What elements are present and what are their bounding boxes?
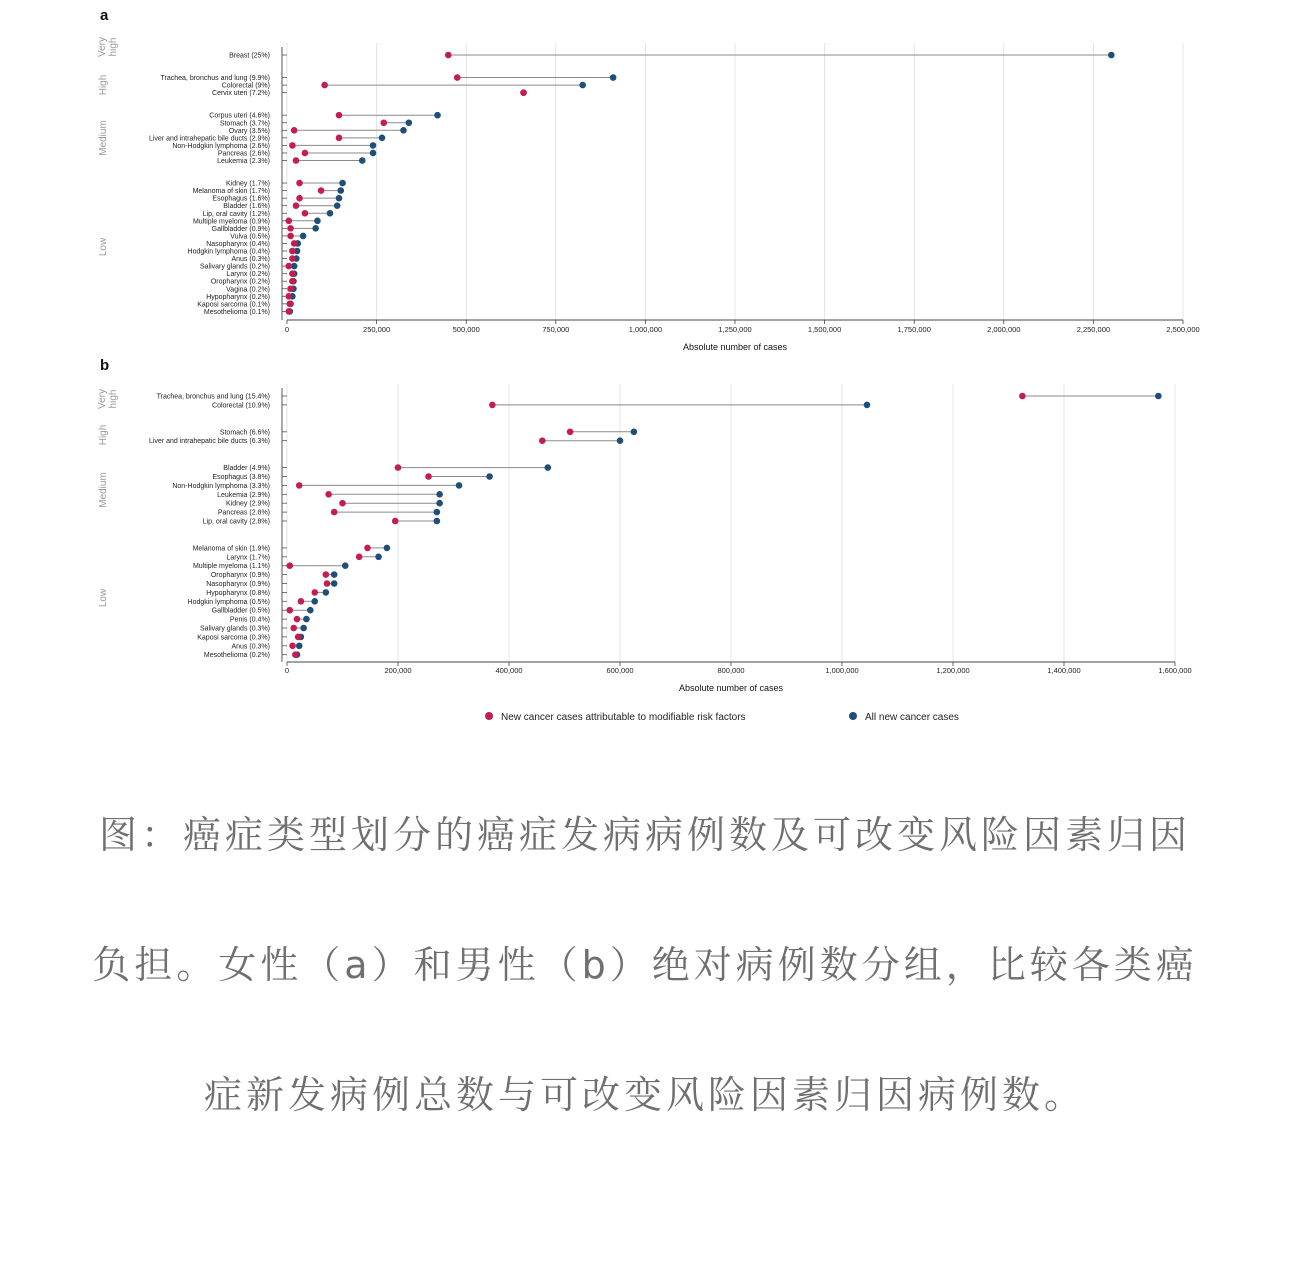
category-label: Melanoma of skin (1.7%) [192,188,270,196]
category-label: Oropharynx (0.9%) [210,572,270,580]
point-attributable [321,82,328,89]
x-tick-label: 0 [284,325,290,334]
category-label: Non-Hodgkin lymphoma (3.3%) [172,482,270,490]
group-label: Veryhigh [97,388,119,410]
figure-caption: 图：癌症类型划分的癌症发病病例数及可改变风险因素归因负担。女性（a）和男性（b）绝对病例数分组，比较各类癌症新发病例总数与可改变风险因素归因病例数。 [92,813,1198,1117]
x-tick-label: 2,500,000 [1166,325,1200,334]
point-all-cases [314,218,321,225]
point-attributable [324,580,331,587]
category-label: Lip, oral cavity (2.8%) [202,518,270,526]
point-attributable [291,127,298,134]
panel-letter-b: b [100,357,110,374]
point-attributable [289,248,296,255]
point-all-cases [406,119,413,126]
category-label: Nasopharynx (0.4%) [206,240,270,248]
point-attributable [489,402,496,409]
point-all-cases [1108,52,1115,59]
point-attributable [289,142,296,149]
point-attributable [285,293,292,300]
point-all-cases [379,135,386,142]
point-attributable [323,571,330,578]
point-attributable [454,74,461,81]
point-attributable [296,195,303,202]
category-label: Hodgkin lymphoma (0.4%) [187,248,270,256]
category-label: Non-Hodgkin lymphoma (2.6%) [172,142,270,150]
category-label: Pancreas (2.6%) [217,150,270,158]
point-attributable [287,285,294,292]
group-label: Low [98,237,109,257]
category-label: Anus (0.3%) [231,643,270,651]
category-label: Leukemia (2.3%) [217,158,270,165]
point-all-cases [864,402,871,409]
point-all-cases [300,233,307,240]
point-attributable [286,562,293,569]
category-label: Kidney (1.7%) [226,180,270,188]
category-label: Gallbladder (0.9%) [211,225,270,233]
category-label: Multiple myeloma (1.1%) [192,563,270,571]
x-tick-label: 1,600,000 [1158,666,1192,675]
x-tick-label: 2,000,000 [987,325,1021,334]
category-label: Liver and intrahepatic bile ducts (6.3%) [148,438,270,446]
category-label: Salivary glands (0.2%) [199,263,270,271]
category-label: Pancreas (2.8%) [217,509,270,517]
point-attributable [302,210,309,217]
point-attributable [287,301,294,308]
category-label: Lip, oral cavity (1.2%) [202,210,270,218]
point-attributable [336,135,343,142]
x-tick-label: 1,750,000 [897,325,931,334]
x-tick-label: 1,400,000 [1047,666,1081,675]
group-label: Veryhigh [97,36,119,58]
category-label: Vulva (0.5%) [230,233,270,241]
category-label: Hypopharynx (0.2%) [206,293,270,301]
point-attributable [296,180,303,187]
category-label: Cervix uteri (7.2%) [212,90,270,98]
point-all-cases [331,571,338,578]
point-attributable [290,625,297,632]
point-attributable [289,278,296,285]
point-all-cases [307,607,314,614]
point-attributable [287,233,294,240]
legend-marker-all [849,712,857,720]
point-all-cases [384,545,391,552]
point-all-cases [617,437,624,444]
category-label: Hodgkin lymphoma (0.5%) [187,598,270,606]
group-label: Medium [98,120,109,156]
category-label: Bladder (4.9%) [223,465,270,473]
point-attributable [331,509,338,516]
category-label: Penis (0.4%) [229,616,270,624]
group-label: High [98,74,109,96]
point-all-cases [303,616,310,623]
point-attributable [539,437,546,444]
category-label: Hypopharynx (0.8%) [206,589,270,597]
point-attributable [445,52,452,59]
category-label: Melanoma of skin (1.9%) [192,545,270,553]
point-all-cases [486,473,493,480]
category-label: Trachea, bronchus and lung (15.4%) [156,393,270,401]
x-tick-label: 1,500,000 [807,325,842,334]
point-all-cases [1155,393,1162,400]
category-label: Esophagus (3.8%) [212,474,270,481]
category-label: Multiple myeloma (0.9%) [192,218,270,226]
x-tick-label: 600,000 [606,666,634,675]
point-all-cases [436,500,443,507]
point-attributable [289,255,296,262]
category-label: Leukemia (2.9%) [217,491,270,499]
x-tick-label: 500,000 [452,325,480,334]
point-all-cases [359,157,366,164]
category-label: Kaposi sarcoma (0.1%) [197,301,270,309]
point-attributable [318,187,325,194]
group-label: Medium [98,472,109,508]
category-label: Corpus uteri (4.6%) [209,112,270,120]
point-attributable [289,270,296,277]
point-all-cases [545,464,552,471]
category-label: Vagina (0.2%) [226,286,270,294]
point-all-cases [311,598,318,605]
category-label: Stomach (6.6%) [219,429,270,437]
x-tick-label: 1,000,000 [825,666,859,675]
panel-letter-a: a [100,7,109,24]
point-all-cases [436,491,443,498]
point-attributable [356,554,363,561]
x-tick-label: 200,000 [384,666,412,675]
x-tick-label: 800,000 [717,666,745,675]
x-tick-label: 1,000,000 [628,325,663,334]
category-label: Nasopharynx (0.9%) [206,581,270,588]
legend-label-all: All new cancer cases [865,712,959,723]
group-label: High [98,424,109,446]
legend-marker-attributable [485,712,493,720]
point-all-cases [370,150,377,157]
point-all-cases [337,187,344,194]
x-tick-label: 2,250,000 [1076,325,1111,334]
point-attributable [380,119,387,126]
point-attributable [567,429,574,436]
point-attributable [325,491,332,498]
point-all-cases [312,225,319,232]
x-tick-label: 1,250,000 [718,325,752,334]
category-label: Mesothelioma (0.1%) [203,308,270,316]
point-attributable [520,89,527,96]
point-all-cases [336,195,343,202]
category-label: Bladder (1.6%) [223,203,270,211]
point-all-cases [400,127,407,134]
category-label: Larynx (0.2%) [226,271,270,279]
point-attributable [364,545,371,552]
x-axis-label: Absolute number of cases [678,683,784,693]
legend-label-attributable: New cancer cases attributable to modifiable risk factors [501,712,746,723]
point-all-cases [296,643,303,650]
category-label: Stomach (3.7%) [219,120,270,128]
point-all-cases [339,180,346,187]
point-attributable [392,518,399,525]
point-all-cases [300,625,307,632]
x-tick-label: 250,000 [363,325,391,334]
point-attributable [339,500,346,507]
point-attributable [285,308,292,315]
point-attributable [289,643,296,650]
point-attributable [302,150,309,157]
category-label: Oropharynx (0.2%) [210,278,270,286]
point-all-cases [434,509,441,516]
point-attributable [1019,393,1026,400]
point-attributable [285,263,292,270]
category-label: Colorectal (9%) [221,82,270,90]
category-label: Colorectal (10.9%) [212,402,270,410]
category-label: Ovary (3.5%) [228,127,270,135]
point-attributable [336,112,343,119]
category-label: Breast (25%) [229,52,270,60]
point-all-cases [631,429,638,436]
x-tick-label: 1,200,000 [936,666,970,675]
point-all-cases [434,518,441,525]
category-label: Kidney (2.9%) [226,500,270,508]
point-all-cases [323,589,330,596]
category-label: Larynx (1.7%) [226,554,270,562]
point-attributable [298,598,305,605]
point-attributable [425,473,432,480]
point-attributable [293,202,300,209]
point-all-cases [331,580,338,587]
point-attributable [295,634,302,641]
point-attributable [293,157,300,164]
point-attributable [285,218,292,225]
category-label: Salivary glands (0.3%) [199,625,270,633]
point-attributable [292,651,299,658]
point-all-cases [342,562,349,569]
point-all-cases [456,482,463,489]
x-tick-label: 0 [284,666,290,675]
category-label: Kaposi sarcoma (0.3%) [197,634,270,642]
point-attributable [311,589,318,596]
point-attributable [286,607,293,614]
point-all-cases [579,82,586,89]
point-all-cases [370,142,377,149]
point-all-cases [375,554,382,561]
category-label: Liver and intrahepatic bile ducts (2.9%) [148,135,270,143]
x-axis-label: Absolute number of cases [682,342,788,352]
group-label: Low [98,588,109,608]
category-label: Esophagus (1.6%) [212,195,270,203]
x-tick-label: 750,000 [542,325,570,334]
point-attributable [287,225,294,232]
point-attributable [294,616,301,623]
point-all-cases [610,74,617,81]
category-label: Gallbladder (0.5%) [211,607,270,615]
point-attributable [296,482,303,489]
x-tick-label: 400,000 [495,666,523,675]
category-label: Trachea, bronchus and lung (9.9%) [160,75,270,83]
point-all-cases [327,210,334,217]
point-all-cases [434,112,441,119]
point-attributable [395,464,402,471]
category-label: Mesothelioma (0.2%) [203,652,270,660]
point-attributable [291,240,298,247]
category-label: Anus (0.3%) [231,256,270,264]
point-all-cases [334,202,341,209]
